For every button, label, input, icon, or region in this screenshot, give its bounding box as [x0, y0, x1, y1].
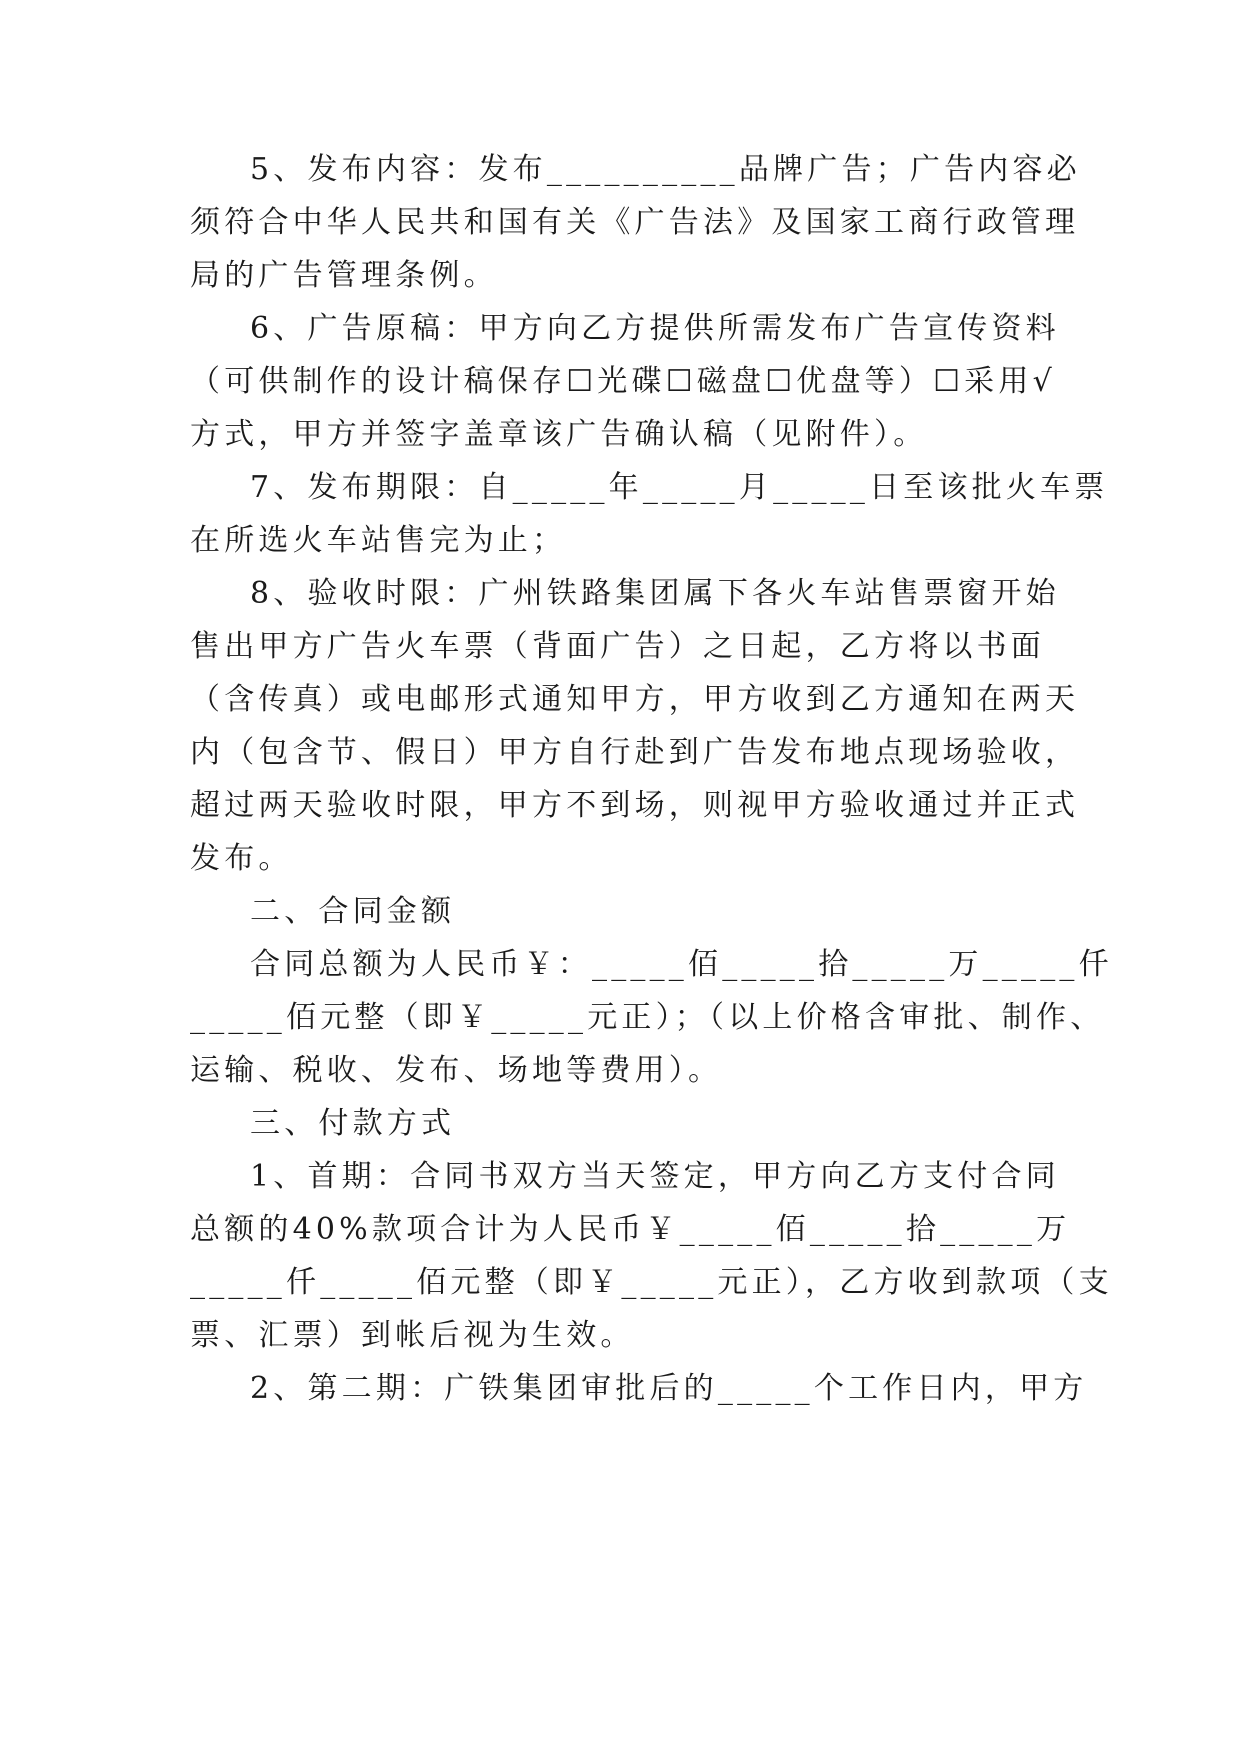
- text-line: 8、验收时限：广州铁路集团属下各火车站售票窗开始: [250, 576, 1060, 611]
- text-line: 2、第二期：广铁集团审批后的_____个工作日内，甲方: [250, 1371, 1088, 1406]
- text-line: 票、汇票）到帐后视为生效。: [190, 1318, 635, 1353]
- text-line: 售出甲方广告火车票（背面广告）之日起，乙方将以书面: [190, 629, 1045, 664]
- text-line: （可供制作的设计稿保存☐光碟☐磁盘☐优盘等）☐采用√: [190, 364, 1056, 399]
- text-line: 局的广告管理条例。: [190, 258, 498, 293]
- text-line: （含传真）或电邮形式通知甲方，甲方收到乙方通知在两天: [190, 682, 1080, 717]
- text-line: 内（包含节、假日）甲方自行赴到广告发布地点现场验收，: [190, 735, 1080, 770]
- text-line: 超过两天验收时限，甲方不到场，则视甲方验收通过并正式: [190, 788, 1080, 823]
- text-line: 运输、税收、发布、场地等费用）。: [190, 1053, 723, 1088]
- text-line: 合同总额为人民币￥：_____佰_____拾_____万_____仟: [250, 947, 1113, 982]
- text-line: 方式，甲方并签字盖章该广告确认稿（见附件）。: [190, 417, 928, 452]
- text-line: 1、首期：合同书双方当天签定，甲方向乙方支付合同: [250, 1159, 1060, 1194]
- text-line: 7、发布期限：自_____年_____月_____日至该批火车票: [250, 470, 1109, 505]
- text-line: _____仟_____佰元整（即￥_____元正），乙方收到款项（支: [190, 1265, 1113, 1300]
- text-line: 5、发布内容：发布__________品牌广告；广告内容必: [250, 152, 1081, 187]
- text-line: 须符合中华人民共和国有关《广告法》及国家工商行政管理: [190, 205, 1080, 240]
- section-heading: 二、合同金额: [250, 894, 456, 929]
- text-line: 在所选火车站售完为止；: [190, 523, 567, 558]
- text-line: 6、广告原稿：甲方向乙方提供所需发布广告宣传资料: [250, 311, 1060, 346]
- text-line: 发布。: [190, 841, 293, 876]
- text-line: _____佰元整（即￥_____元正）；（以上价格含审批、制作、: [190, 1000, 1105, 1035]
- text-line: 总额的40%款项合计为人民币￥_____佰_____拾_____万: [190, 1212, 1071, 1247]
- section-heading: 三、付款方式: [250, 1106, 456, 1141]
